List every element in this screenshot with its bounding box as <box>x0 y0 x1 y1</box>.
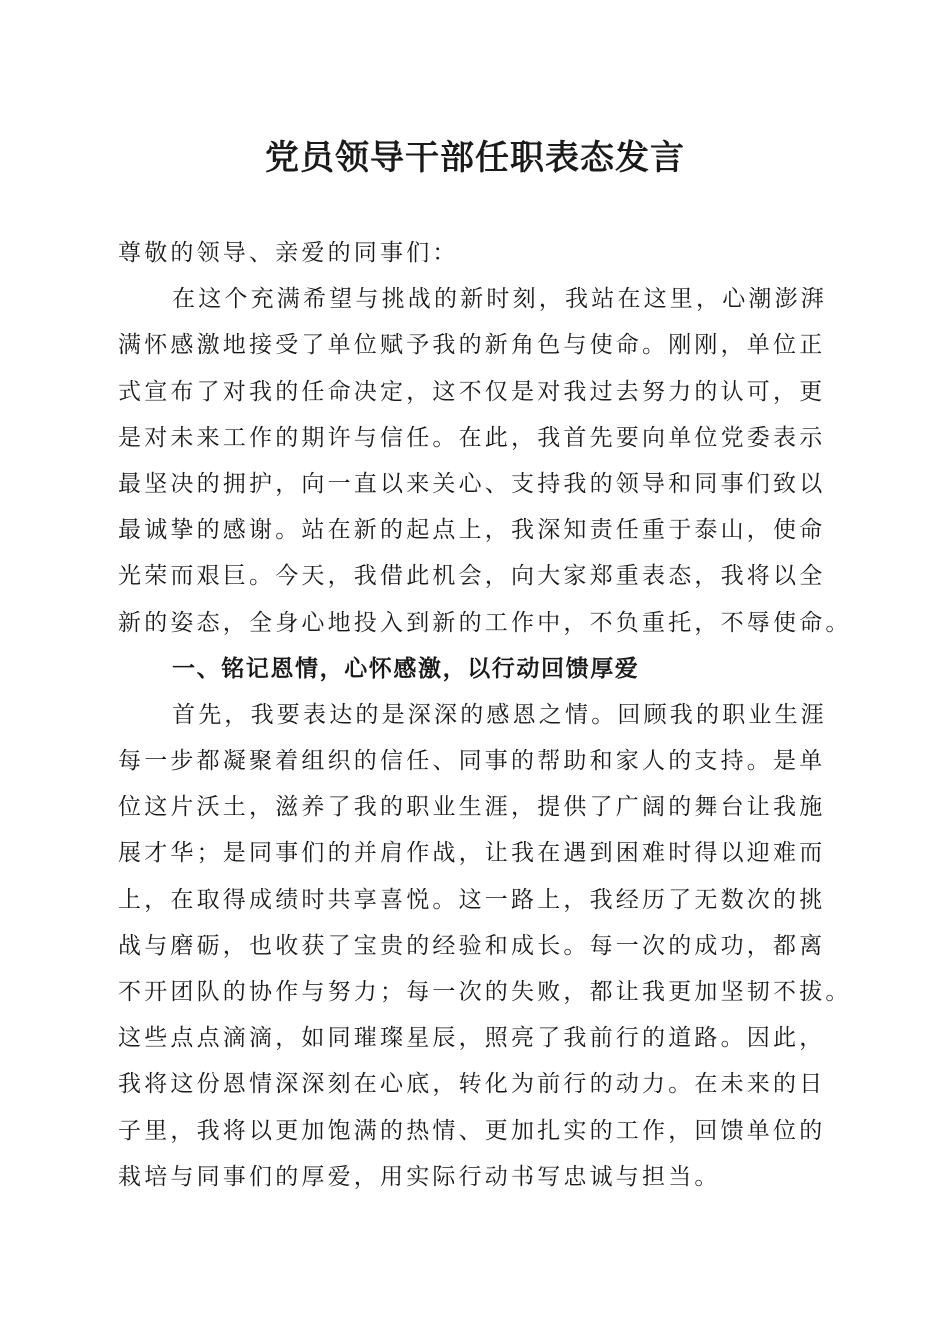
paragraph-line: 展才华；是同事们的并肩作战，让我在遇到困难时得以迎难而 <box>118 840 826 867</box>
paragraph-line: 是对未来工作的期许与信任。在此，我首先要向单位党委表示 <box>118 424 826 451</box>
paragraph-line: 在这个充满希望与挑战的新时刻，我站在这里，心潮澎湃 <box>172 286 827 313</box>
paragraph-line: 光荣而艰巨。今天，我借此机会，向大家郑重表态，我将以全 <box>118 563 826 590</box>
paragraph-line: 子里，我将以更加饱满的热情、更加扎实的工作，回馈单位的 <box>118 1117 826 1144</box>
document-body <box>118 230 852 1200</box>
paragraph-line: 最坚决的拥护，向一直以来关心、支持我的领导和同事们致以 <box>118 470 826 497</box>
paragraph-line: 我将这份恩情深深刻在心底，转化为前行的动力。在未来的日 <box>118 1071 826 1098</box>
paragraph-line: 首先，我要表达的是深深的感恩之情。回顾我的职业生涯 <box>172 701 827 728</box>
paragraph-line: 栽培与同事们的厚爱，用实际行动书写忠诚与担当。 <box>118 1163 721 1190</box>
paragraph-1 <box>118 276 852 646</box>
paragraph-line: 上，在取得成绩时共享喜悦。这一路上，我经历了无数次的挑 <box>118 886 826 913</box>
paragraph-line: 最诚挚的感谢。站在新的起点上，我深知责任重于泰山，使命 <box>118 517 826 544</box>
paragraph-line: 满怀感激地接受了单位赋予我的新角色与使命。刚刚，单位正 <box>118 332 826 359</box>
paragraph-line: 式宣布了对我的任命决定，这不仅是对我过去努力的认可，更 <box>118 378 826 405</box>
paragraph-line: 战与磨砺，也收获了宝贵的经验和成长。每一次的成功，都离 <box>118 932 826 959</box>
paragraph-line: 每一步都凝聚着组织的信任、同事的帮助和家人的支持。是单 <box>118 748 826 775</box>
salutation: 尊敬的领导、亲爱的同事们： <box>118 240 459 266</box>
paragraph-2 <box>118 692 852 1200</box>
paragraph-line: 新的姿态，全身心地投入到新的工作中，不负重托，不辱使命。 <box>118 609 852 636</box>
page-title: 党员领导干部任职表态发言 <box>265 138 685 178</box>
paragraph-line: 位这片沃土，滋养了我的职业生涯，提供了广阔的舞台让我施 <box>118 794 826 821</box>
section-heading: 一、铭记恩情，心怀感激，以行动回馈厚爱 <box>172 655 640 682</box>
paragraph-line: 这些点点滴滴，如同璀璨星辰，照亮了我前行的道路。因此， <box>118 1025 826 1052</box>
paragraph-line: 不开团队的协作与努力；每一次的失败，都让我更加坚韧不拔。 <box>118 979 852 1005</box>
